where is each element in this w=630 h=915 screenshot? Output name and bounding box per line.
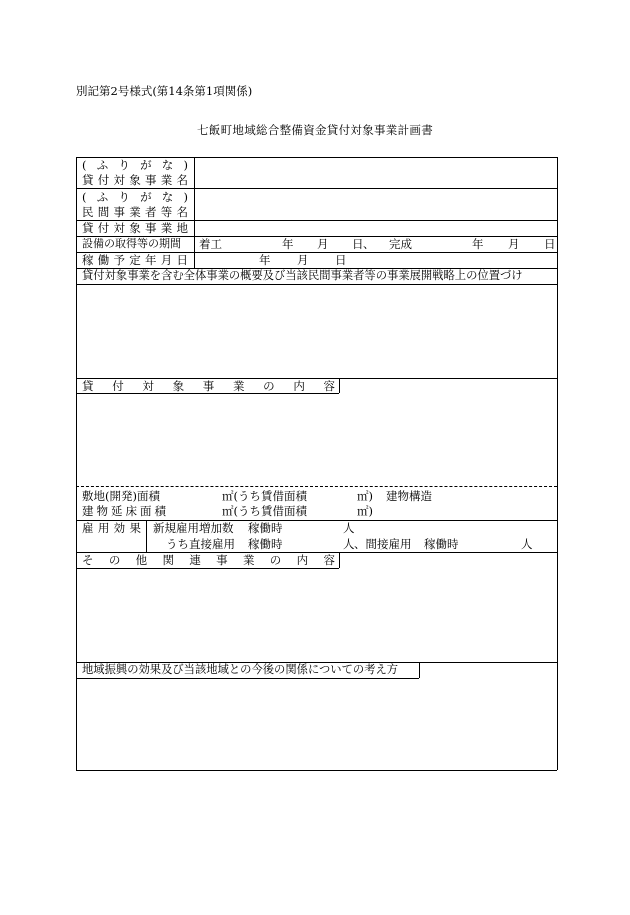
indirect-employment-unit: 人 — [521, 537, 533, 551]
start-label: 着工 — [199, 237, 222, 251]
operation-date-label: 稼 働 予 定 年 月 日 — [82, 253, 188, 267]
comma: 、 — [363, 237, 375, 251]
content-field[interactable] — [80, 396, 554, 484]
other-heading: そ の 他 関 連 事 業 の 内 容 — [82, 553, 335, 567]
overview-field[interactable] — [80, 287, 554, 375]
page-title: 七飯町地域総合整備資金貸付対象事業計画書 — [197, 123, 433, 137]
form-number: 別記第2号様式(第14条第1項関係) — [76, 84, 253, 98]
building-structure-label: 建物構造 — [386, 489, 432, 503]
other-field[interactable] — [80, 571, 554, 659]
complete-day-unit: 日 — [544, 237, 556, 251]
furigana-label-2: ( ふ り が な ) — [82, 190, 188, 204]
overview-heading: 貸付対象事業を含む全体事業の概要及び当該民間事業者等の事業展開戦略上の位置づけ — [82, 269, 523, 282]
direct-employment-label: うち直接雇用 — [166, 537, 235, 551]
start-month-unit: 月 — [317, 237, 329, 251]
project-location-field[interactable] — [200, 222, 552, 235]
start-day-unit: 日 — [352, 237, 364, 251]
project-name-field[interactable] — [200, 159, 552, 187]
site-area-rental: ㎡(うち賃借面積 — [222, 489, 307, 503]
employment-label: 雇 用 効 果 — [82, 521, 141, 535]
regional-heading: 地域振興の効果及び当該地域との今後の関係についての考え方 — [82, 663, 399, 676]
operation-year-unit: 年 — [259, 253, 271, 267]
regional-field[interactable] — [80, 681, 554, 767]
new-employment-label: 新規雇用増加数 — [153, 521, 234, 535]
project-name-label: 貸 付 対 象 事 業 名 — [82, 173, 188, 187]
content-heading: 貸 付 対 象 事 業 の 内 容 — [82, 379, 335, 393]
acquisition-period-label: 設備の取得等の期間 — [82, 237, 181, 250]
company-name-label: 民 間 事 業 者 等 名 — [82, 205, 188, 219]
complete-month-unit: 月 — [508, 237, 520, 251]
direct-employment-operation: 稼働時 — [248, 537, 283, 551]
new-employment-operation: 稼働時 — [248, 521, 283, 535]
site-area-close: ㎡) — [357, 489, 373, 503]
site-area-label: 敷地(開発)面積 — [82, 489, 160, 503]
floor-area-rental: ㎡(うち賃借面積 — [222, 504, 307, 518]
start-year-unit: 年 — [282, 237, 294, 251]
complete-label: 完成 — [389, 237, 412, 251]
floor-area-close: ㎡) — [357, 504, 373, 518]
indirect-employment-label: 、間接雇用 — [354, 537, 412, 551]
company-name-field[interactable] — [200, 190, 552, 219]
complete-year-unit: 年 — [472, 237, 484, 251]
direct-employment-unit: 人 — [343, 537, 355, 551]
furigana-label-1: ( ふ り が な ) — [82, 158, 188, 172]
project-location-label: 貸 付 対 象 事 業 地 — [82, 221, 188, 235]
operation-month-unit: 月 — [297, 253, 309, 267]
new-employment-unit: 人 — [343, 521, 355, 535]
indirect-employment-operation: 稼働時 — [424, 537, 459, 551]
floor-area-label: 建 物 延 床 面 積 — [82, 504, 166, 518]
operation-day-unit: 日 — [335, 253, 347, 267]
